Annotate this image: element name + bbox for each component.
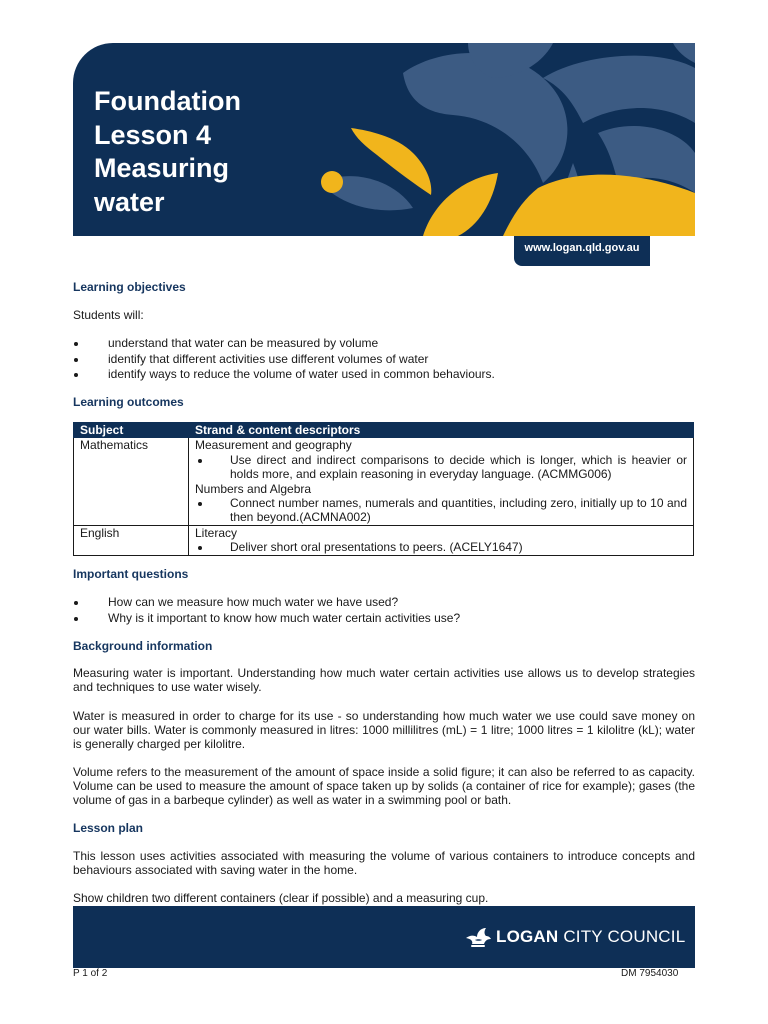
header-banner <box>73 43 695 236</box>
title-line: Foundation <box>94 86 241 116</box>
descriptor-cell <box>189 438 694 525</box>
paragraph: This lesson uses activities associated with measuring the volume of various containers to introduce concepts and behaviours associated with saving water in the home. <box>73 849 695 878</box>
list-item: How can we measure how much water we have used? <box>73 595 695 611</box>
descriptor-item: Deliver short oral presentations to peers. (ACELY1647) <box>195 540 687 554</box>
background-heading: Background information <box>73 639 213 653</box>
questions-heading: Important questions <box>73 567 189 581</box>
council-name <box>496 927 685 947</box>
objectives-intro: Students will: <box>73 308 144 322</box>
descriptor-item: Use direct and indirect comparisons to decide which is longer, which is heavier or holds more, and explain reasoning in everyday language. (ACMMG006) <box>195 453 687 482</box>
website-link[interactable]: www.logan.qld.gov.au <box>514 236 650 266</box>
strand-label: Numbers and Algebra <box>195 481 312 496</box>
strand-label: Measurement and geography <box>195 438 352 453</box>
title-line: Lesson 4 <box>94 119 212 150</box>
paragraph: Water is measured in order to charge for its use - so understanding how much water we use could save money on our water bills. Water is commonly measured in litres: 1000 millilitres (mL) = 1 litre; 1000 litres = 1 kilolitre (kL); water is generally charged per kilolitre. <box>73 709 695 752</box>
table-row <box>74 438 694 525</box>
council-name-bold: LOGAN <box>496 927 559 946</box>
descriptor-item: Connect number names, numerals and quantities, including zero, initially up to 10 and then beyond.(ACMNA002) <box>195 496 687 525</box>
subject-cell: Mathematics <box>74 438 189 525</box>
logan-bird-icon <box>465 926 491 948</box>
council-logo <box>465 925 685 949</box>
table-row <box>74 525 694 555</box>
footer-band <box>73 906 695 968</box>
lesson-plan-heading: Lesson plan <box>73 821 144 835</box>
paragraph: Show children two different containers (clear if possible) and a measuring cup. <box>73 891 489 905</box>
column-header: Strand & content descriptors <box>189 423 694 438</box>
list-item: Why is it important to know how much water certain activities use? <box>73 611 695 627</box>
list-item: identify that different activities use different volumes of water <box>73 352 695 368</box>
page-number: P 1 of 2 <box>73 968 108 979</box>
objectives-list <box>73 336 695 383</box>
document-number: DM 7954030 <box>621 968 679 979</box>
descriptor-cell <box>189 525 694 555</box>
outcomes-heading: Learning outcomes <box>73 395 184 409</box>
council-name-rest: CITY COUNCIL <box>558 927 686 946</box>
strand-label: Literacy <box>195 525 238 540</box>
paragraph: Measuring water is important. Understanding how much water certain activities use allows us to develop strategies and techniques to use water wisely. <box>73 666 695 695</box>
subject-cell: English <box>74 525 189 555</box>
outcomes-table <box>73 422 694 556</box>
list-item: understand that water can be measured by volume <box>73 336 695 352</box>
table-header-row <box>74 423 694 438</box>
questions-list <box>73 595 695 626</box>
column-header: Subject <box>74 423 189 438</box>
title-line: Measuring <box>94 153 230 183</box>
document-title <box>94 85 241 219</box>
list-item: identify ways to reduce the volume of water used in common behaviours. <box>73 367 695 383</box>
objectives-heading: Learning objectives <box>73 280 186 294</box>
title-line: water <box>94 186 165 217</box>
paragraph: Volume refers to the measurement of the amount of space inside a solid figure; it can also be referred to as capacity. Volume can be used to measure the amount of space taken up by solids (a container of rice for example); gases (the volume of gas in a barbeque cylinder) as well as water in a swimming pool or bath. <box>73 765 695 808</box>
